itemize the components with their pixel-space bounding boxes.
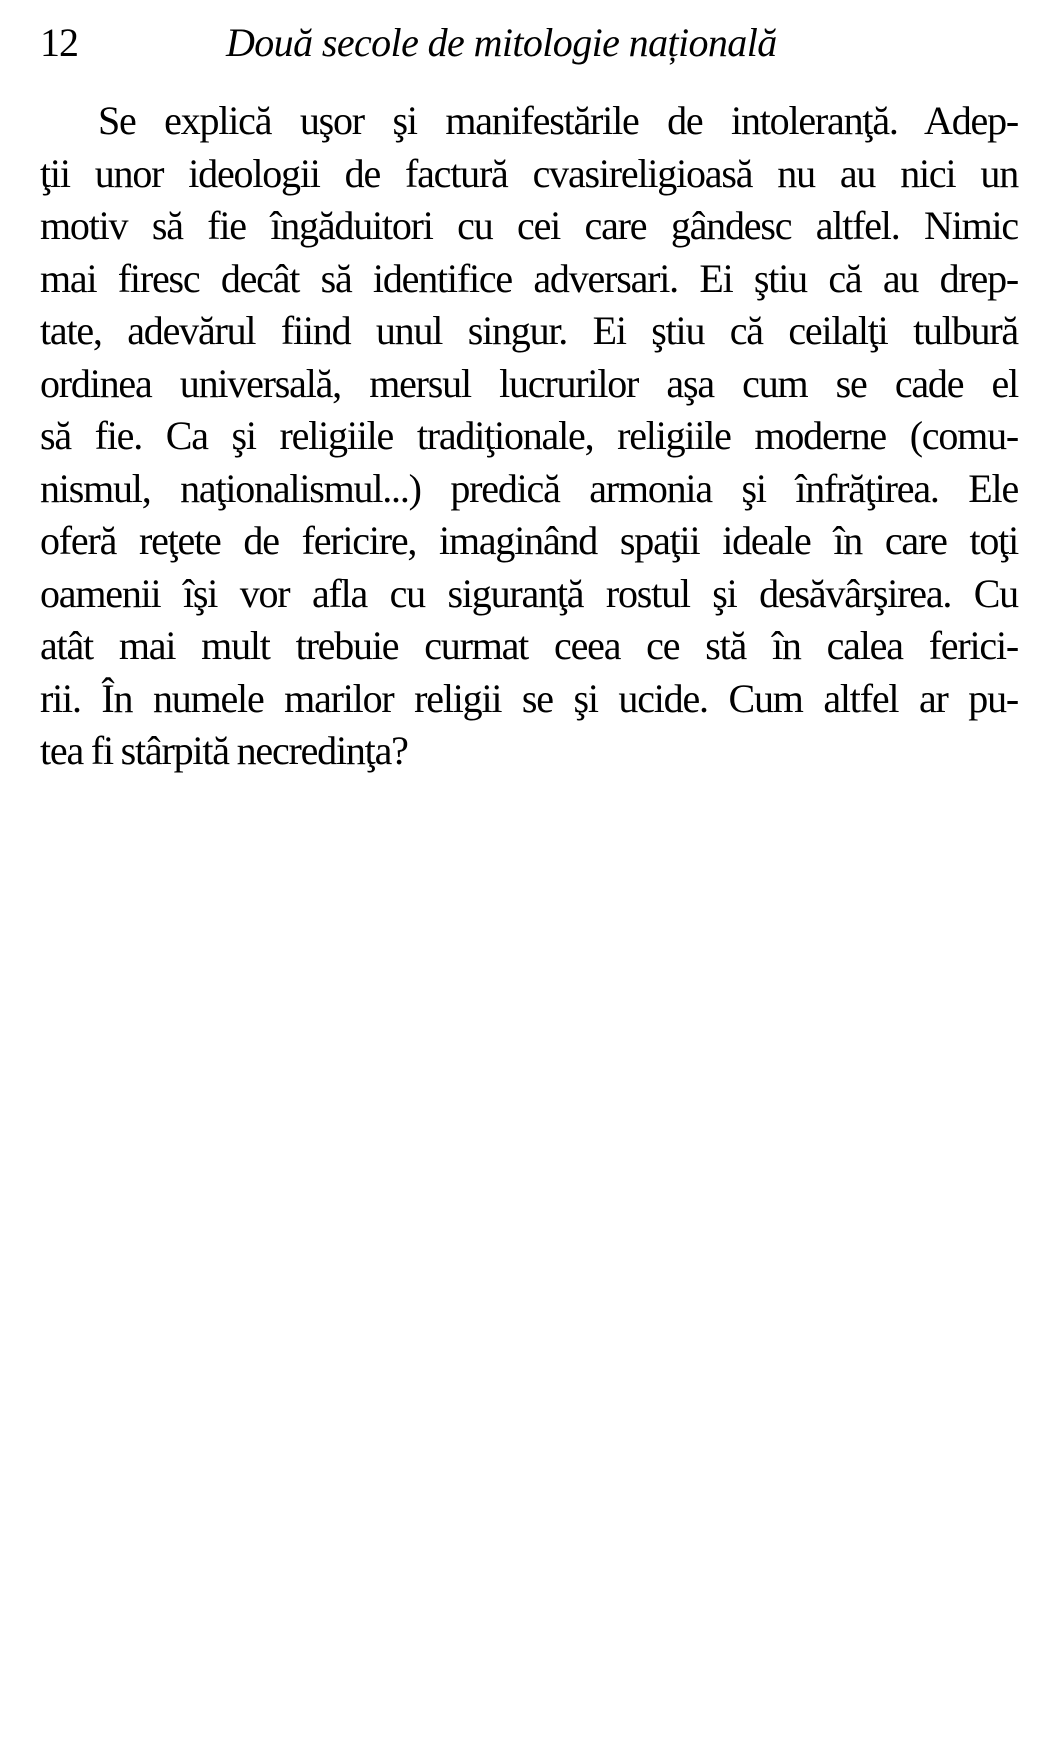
paragraph-line: ordinea universală, mersul lucrurilor aşa cum se cade el <box>40 360 1018 406</box>
paragraph-line: oamenii îşi vor afla cu siguranţă rostul şi desăvârşirea. Cu <box>40 570 1018 616</box>
paragraph-line: tate, adevărul fiind unul singur. Ei ştiu că ceilalţi tulbură <box>40 308 1018 353</box>
paragraph-line: atât mai mult trebuie curmat ceea ce stă în calea ferici- <box>40 623 1018 668</box>
paragraph-line: ţii unor ideologii de factură cvasireligioasă nu au nici un <box>40 150 1018 196</box>
running-title: Două secole de mitologie națională <box>226 20 777 65</box>
paragraph-line: motiv să fie îngăduitori cu cei care gândesc altfel. Nimic <box>40 203 1018 248</box>
paragraph-line: Se explică uşor şi manifestările de intoleranţă. Adep- <box>98 98 1018 143</box>
paragraph-line: rii. În numele marilor religii se şi ucide. Cum altfel ar pu- <box>40 675 1018 721</box>
paragraph-line: nismul, naţionalismul...) predică armonia şi înfrăţirea. Ele <box>40 465 1018 511</box>
page-header <box>40 14 1020 74</box>
paragraph-line: oferă reţete de fericire, imaginând spaţii ideale în care toţi <box>40 518 1018 563</box>
paragraph-line: tea fi stârpită necredinţa? <box>40 728 408 773</box>
body-paragraph <box>40 95 1018 778</box>
paragraph-line: să fie. Ca şi religiile tradiţionale, religiile moderne (comu- <box>40 413 1018 458</box>
page-number: 12 <box>40 20 78 65</box>
paragraph-line: mai firesc decât să identifice adversari. Ei ştiu că au drep- <box>40 255 1018 301</box>
